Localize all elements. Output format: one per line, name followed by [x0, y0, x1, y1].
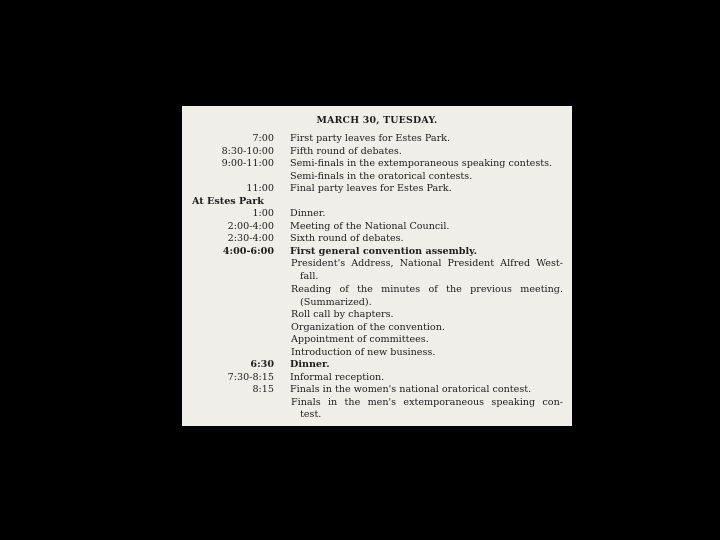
assembly-item	[182, 322, 572, 334]
schedule-row	[182, 158, 572, 170]
program-page	[182, 106, 572, 426]
schedule-row	[182, 208, 572, 220]
schedule-text: Semi-finals in the oratorical contests.	[290, 170, 473, 182]
schedule-row	[182, 409, 572, 421]
assembly-item	[182, 258, 572, 270]
section-row	[182, 196, 572, 208]
schedule-text: Semi-finals in the extemporaneous speaking contests.	[290, 158, 553, 169]
assembly-item	[182, 309, 572, 321]
assembly-item-text: President's Address, National President Alfred West-	[291, 258, 563, 269]
assembly-item-text: Roll call by chapters.	[291, 309, 394, 320]
assembly-item-text: (Summarized).	[300, 296, 372, 308]
schedule-row	[182, 233, 572, 245]
schedule-row	[182, 133, 572, 145]
assembly-item	[182, 297, 572, 309]
schedule-time: 8:15	[252, 384, 274, 395]
assembly-item-text: Introduction of new business.	[291, 346, 436, 358]
assembly-item	[182, 347, 572, 359]
schedule-text: Fifth round of debates.	[290, 145, 402, 157]
assembly-item	[182, 271, 572, 283]
schedule-text: Finals in the men's extemporaneous speaking con-	[291, 396, 563, 408]
schedule-text: Finals in the women's national oratorical contest.	[290, 384, 532, 395]
schedule-row	[182, 146, 572, 158]
schedule-text: Final party leaves for Estes Park.	[290, 183, 452, 194]
schedule-time: 8:30-10:00	[221, 145, 274, 157]
schedule-row	[182, 246, 572, 258]
schedule-time: 11:00	[246, 183, 274, 194]
schedule-time: 9:00-11:00	[221, 158, 274, 169]
schedule-row	[182, 221, 572, 233]
schedule-text: First general convention assembly.	[290, 245, 477, 257]
page-title: MARCH 30, TUESDAY.	[316, 115, 438, 126]
schedule-text: Sixth round of debates.	[290, 233, 404, 244]
schedule-time: 1:00	[252, 208, 274, 219]
schedule-row	[182, 183, 572, 195]
schedule-text: First party leaves for Estes Park.	[290, 133, 451, 144]
schedule-row	[182, 372, 572, 384]
schedule-text: Dinner.	[290, 359, 330, 370]
assembly-item-text: fall.	[300, 270, 319, 282]
assembly-item	[182, 334, 572, 346]
schedule-time: 7:30-8:15	[227, 371, 274, 383]
section-heading: At Estes Park	[192, 195, 264, 207]
schedule-time: 7:00	[252, 133, 274, 144]
schedule-row	[182, 359, 572, 371]
schedule-text: Dinner.	[290, 208, 326, 219]
assembly-item-text: Organization of the convention.	[291, 321, 445, 333]
schedule-row	[182, 397, 572, 409]
schedule-time: 2:00-4:00	[227, 220, 274, 232]
schedule-row	[182, 171, 572, 183]
schedule-time: 6:30	[250, 359, 274, 370]
assembly-item	[182, 284, 572, 296]
schedule-text: Meeting of the National Council.	[290, 220, 450, 232]
schedule-time: 2:30-4:00	[227, 233, 274, 244]
assembly-item-text: Appointment of committees.	[291, 334, 429, 345]
assembly-item-text: Reading of the minutes of the previous meeting.	[291, 284, 563, 295]
schedule-time: 4:00-6:00	[222, 245, 274, 257]
schedule-text: test.	[300, 409, 322, 420]
schedule-row	[182, 384, 572, 396]
schedule-text: Informal reception.	[290, 371, 385, 383]
